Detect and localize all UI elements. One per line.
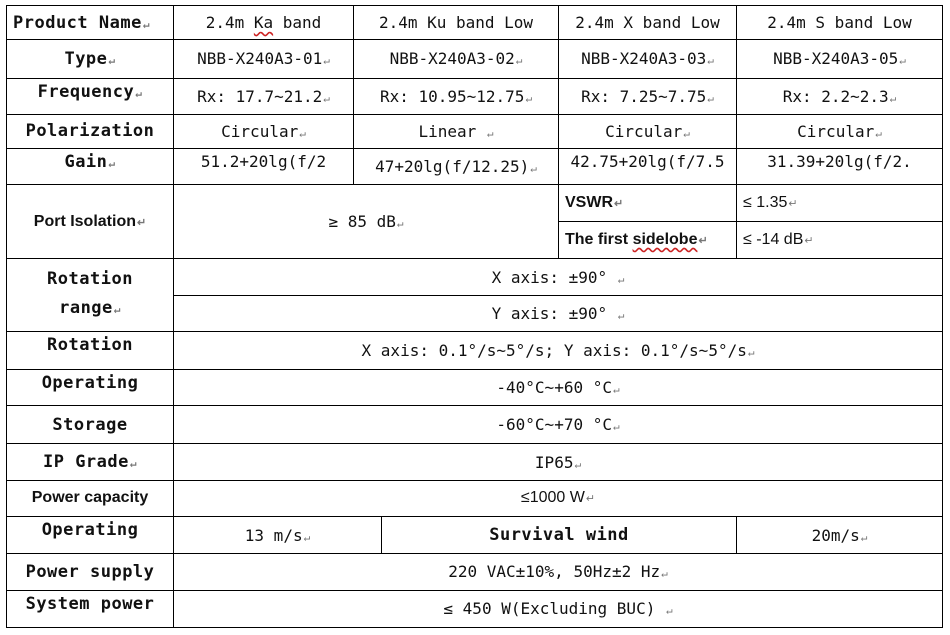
frequency-row	[7, 78, 943, 114]
power-capacity-value: ≤1000 W↵	[174, 480, 943, 516]
port-isolation-row	[7, 185, 943, 221]
storage-temperature-value: -60°C~+70 °C↵	[174, 406, 943, 444]
product-name-label: Product Name↵	[7, 6, 174, 40]
frequency-label: Frequency↵	[7, 78, 174, 114]
specification-table	[6, 5, 943, 628]
rotation-range-row-x	[7, 258, 943, 295]
gain-cell-x: 42.75+20lg(f/7.5	[559, 149, 737, 185]
rotation-speed-value: X axis: 0.1°/s~5°/s; Y axis: 0.1°/s~5°/s↵	[174, 331, 943, 369]
polarization-cell-x: Circular↵	[559, 114, 737, 148]
ip-grade-row	[7, 444, 943, 480]
column-ku-band: 2.4m Ku band Low	[354, 6, 559, 40]
column-s-band: 2.4m S band Low	[737, 6, 943, 40]
operating-temperature-value: -40°C~+60 °C↵	[174, 369, 943, 405]
power-supply-value: 220 VAC±10%, 50Hz±2 Hz↵	[174, 554, 943, 590]
survival-wind-label: Survival wind	[382, 516, 737, 553]
port-isolation-label: Port Isolation↵	[7, 185, 174, 259]
vswr-value: ≤ 1.35↵	[737, 185, 943, 221]
operating-wind-value: 13 m/s↵	[174, 516, 382, 553]
frequency-cell-ka: Rx: 17.7~21.2↵	[174, 78, 354, 114]
sidelobe-value: ≤ -14 dB↵	[737, 221, 943, 258]
operating-wind-label: Operating	[7, 516, 174, 553]
rotation-range-label: Rotation range↵	[7, 258, 174, 331]
power-supply-row	[7, 554, 943, 590]
operating-temperature-row	[7, 369, 943, 405]
gain-label: Gain↵	[7, 149, 174, 185]
rotation-range-y-axis: Y axis: ±90° ↵	[174, 296, 943, 331]
ip-grade-value: IP65↵	[174, 444, 943, 480]
power-capacity-row	[7, 480, 943, 516]
port-isolation-value: ≥ 85 dB↵	[174, 185, 559, 259]
type-label: Type↵	[7, 40, 174, 78]
vswr-label: VSWR↵	[559, 185, 737, 221]
system-power-row	[7, 590, 943, 627]
polarization-cell-ka: Circular↵	[174, 114, 354, 148]
frequency-cell-ku: Rx: 10.95~12.75↵	[354, 78, 559, 114]
type-row	[7, 40, 943, 78]
gain-cell-ku: 47+20lg(f/12.25)↵	[354, 149, 559, 185]
operating-temperature-label: Operating	[7, 369, 174, 405]
polarization-cell-ku: Linear ↵	[354, 114, 559, 148]
storage-temperature-label: Storage	[7, 406, 174, 444]
frequency-cell-x: Rx: 7.25~7.75↵	[559, 78, 737, 114]
column-ka-band: 2.4m Ka band	[174, 6, 354, 40]
gain-cell-s: 31.39+20lg(f/2.	[737, 149, 943, 185]
survival-wind-value: 20m/s↵	[737, 516, 943, 553]
rotation-speed-label: Rotation	[7, 331, 174, 369]
system-power-value: ≤ 450 W(Excluding BUC) ↵	[174, 590, 943, 627]
polarization-label: Polarization	[7, 114, 174, 148]
polarization-cell-s: Circular↵	[737, 114, 943, 148]
storage-temperature-row	[7, 406, 943, 444]
sidelobe-label: The first sidelobe↵	[559, 221, 737, 258]
power-supply-label: Power supply	[7, 554, 174, 590]
power-capacity-label: Power capacity	[7, 480, 174, 516]
type-cell-ku: NBB-X240A3-02↵	[354, 40, 559, 78]
polarization-row	[7, 114, 943, 148]
product-name-row	[7, 6, 943, 40]
type-cell-ka: NBB-X240A3-01↵	[174, 40, 354, 78]
column-x-band: 2.4m X band Low	[559, 6, 737, 40]
gain-cell-ka: 51.2+20lg(f/2	[174, 149, 354, 185]
rotation-speed-row	[7, 331, 943, 369]
gain-row	[7, 149, 943, 185]
type-cell-s: NBB-X240A3-05↵	[737, 40, 943, 78]
ip-grade-label: IP Grade↵	[7, 444, 174, 480]
rotation-range-x-axis: X axis: ±90° ↵	[174, 258, 943, 295]
type-cell-x: NBB-X240A3-03↵	[559, 40, 737, 78]
wind-row	[7, 516, 943, 553]
system-power-label: System power	[7, 590, 174, 627]
frequency-cell-s: Rx: 2.2~2.3↵	[737, 78, 943, 114]
